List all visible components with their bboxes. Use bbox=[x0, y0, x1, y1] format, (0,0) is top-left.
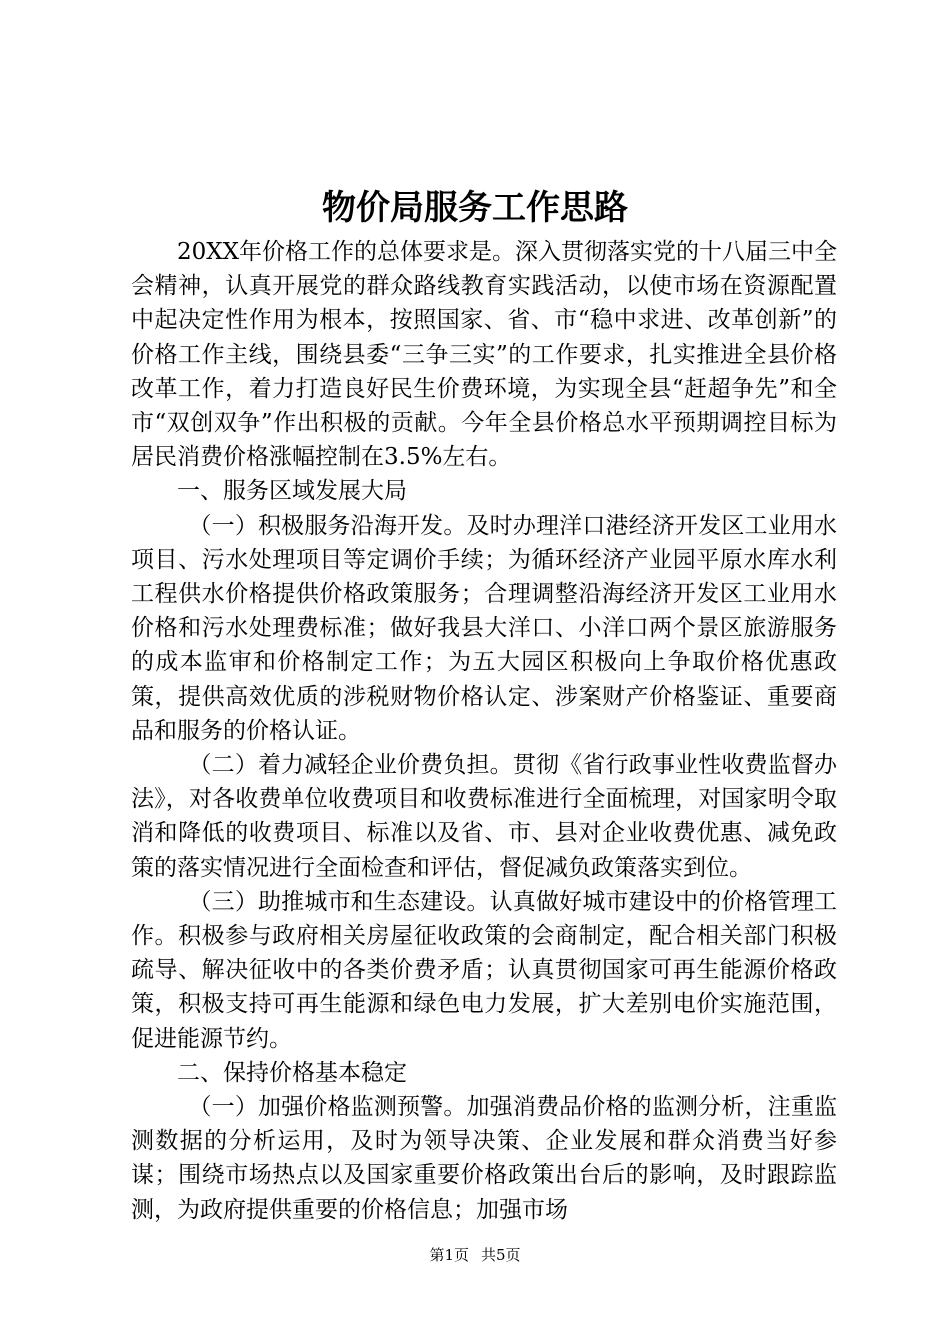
document-body bbox=[131, 235, 837, 1227]
paragraph-2-1: （一）加强价格监测预警。加强消费品价格的监测分析，注重监测数据的分析运用，及时为领导决策、企业发展和群众消费当好参谋；围绕市场热点以及国家重要价格政策出台后的影响，及时跟踪监测，为政府提供重要的价格信息；加强市场 bbox=[131, 1094, 837, 1223]
section-heading-2: 二、保持价格基本稳定 bbox=[177, 1059, 407, 1086]
section-heading-1: 一、服务区域发展大局 bbox=[177, 478, 407, 505]
paragraph-intro: 20XX年价格工作的总体要求是。深入贯彻落实党的十八届三中全会精神，认真开展党的群众路线教育实践活动，以使市场在资源配置中起决定性作用为根本，按照国家、省、市“稳中求进、改革创新”的价格工作主线，围绕县委“三争三实”的工作要求，扎实推进全县价格改革工作，着力打造良好民生价费环境，为实现全县“赶超争先”和全市“双创双争”作出积极的贡献。今年全县价格总水平预期调控目标为居民消费价格涨幅控制在3.5%左右。 bbox=[131, 239, 838, 471]
paragraph-1-3: （三）助推城市和生态建设。认真做好城市建设中的价格管理工作。积极参与政府相关房屋征收政策的会商制定，配合相关部门积极疏导、解决征收中的各类价费矛盾；认真贯彻国家可再生能源价格政策，积极支持可再生能源和绿色电力发展，扩大差别电价实施范围，促进能源节约。 bbox=[131, 888, 837, 1052]
paragraph-1-2: （二）着力减轻企业价费负担。贯彻《省行政事业性收费监督办法》，对各收费单位收费项目和收费标准进行全面梳理，对国家明令取消和降低的收费项目、标准以及省、市、县对企业收费优惠、减免政策的落实情况进行全面检查和评估，督促减负政策落实到位。 bbox=[131, 752, 837, 881]
page-footer bbox=[0, 1244, 950, 1266]
page-title: 物价局服务工作思路 bbox=[322, 188, 628, 228]
page-total: 共5页 bbox=[481, 1246, 521, 1264]
paragraph-1-1: （一）积极服务沿海开发。及时办理洋口港经济开发区工业用水项目、污水处理项目等定调价手续；为循环经济产业园平原水库水利工程供水价格提供价格政策服务；合理调整沿海经济开发区工业用水价格和污水处理费标准；做好我县大洋口、小洋口两个景区旅游服务的成本监审和价格制定工作；为五大园区积极向上争取价格优惠政策，提供高效优质的涉税财物价格认定、涉案财产价格鉴证、重要商品和服务的价格认证。 bbox=[131, 512, 837, 744]
page-number: 第1页 bbox=[429, 1246, 469, 1264]
